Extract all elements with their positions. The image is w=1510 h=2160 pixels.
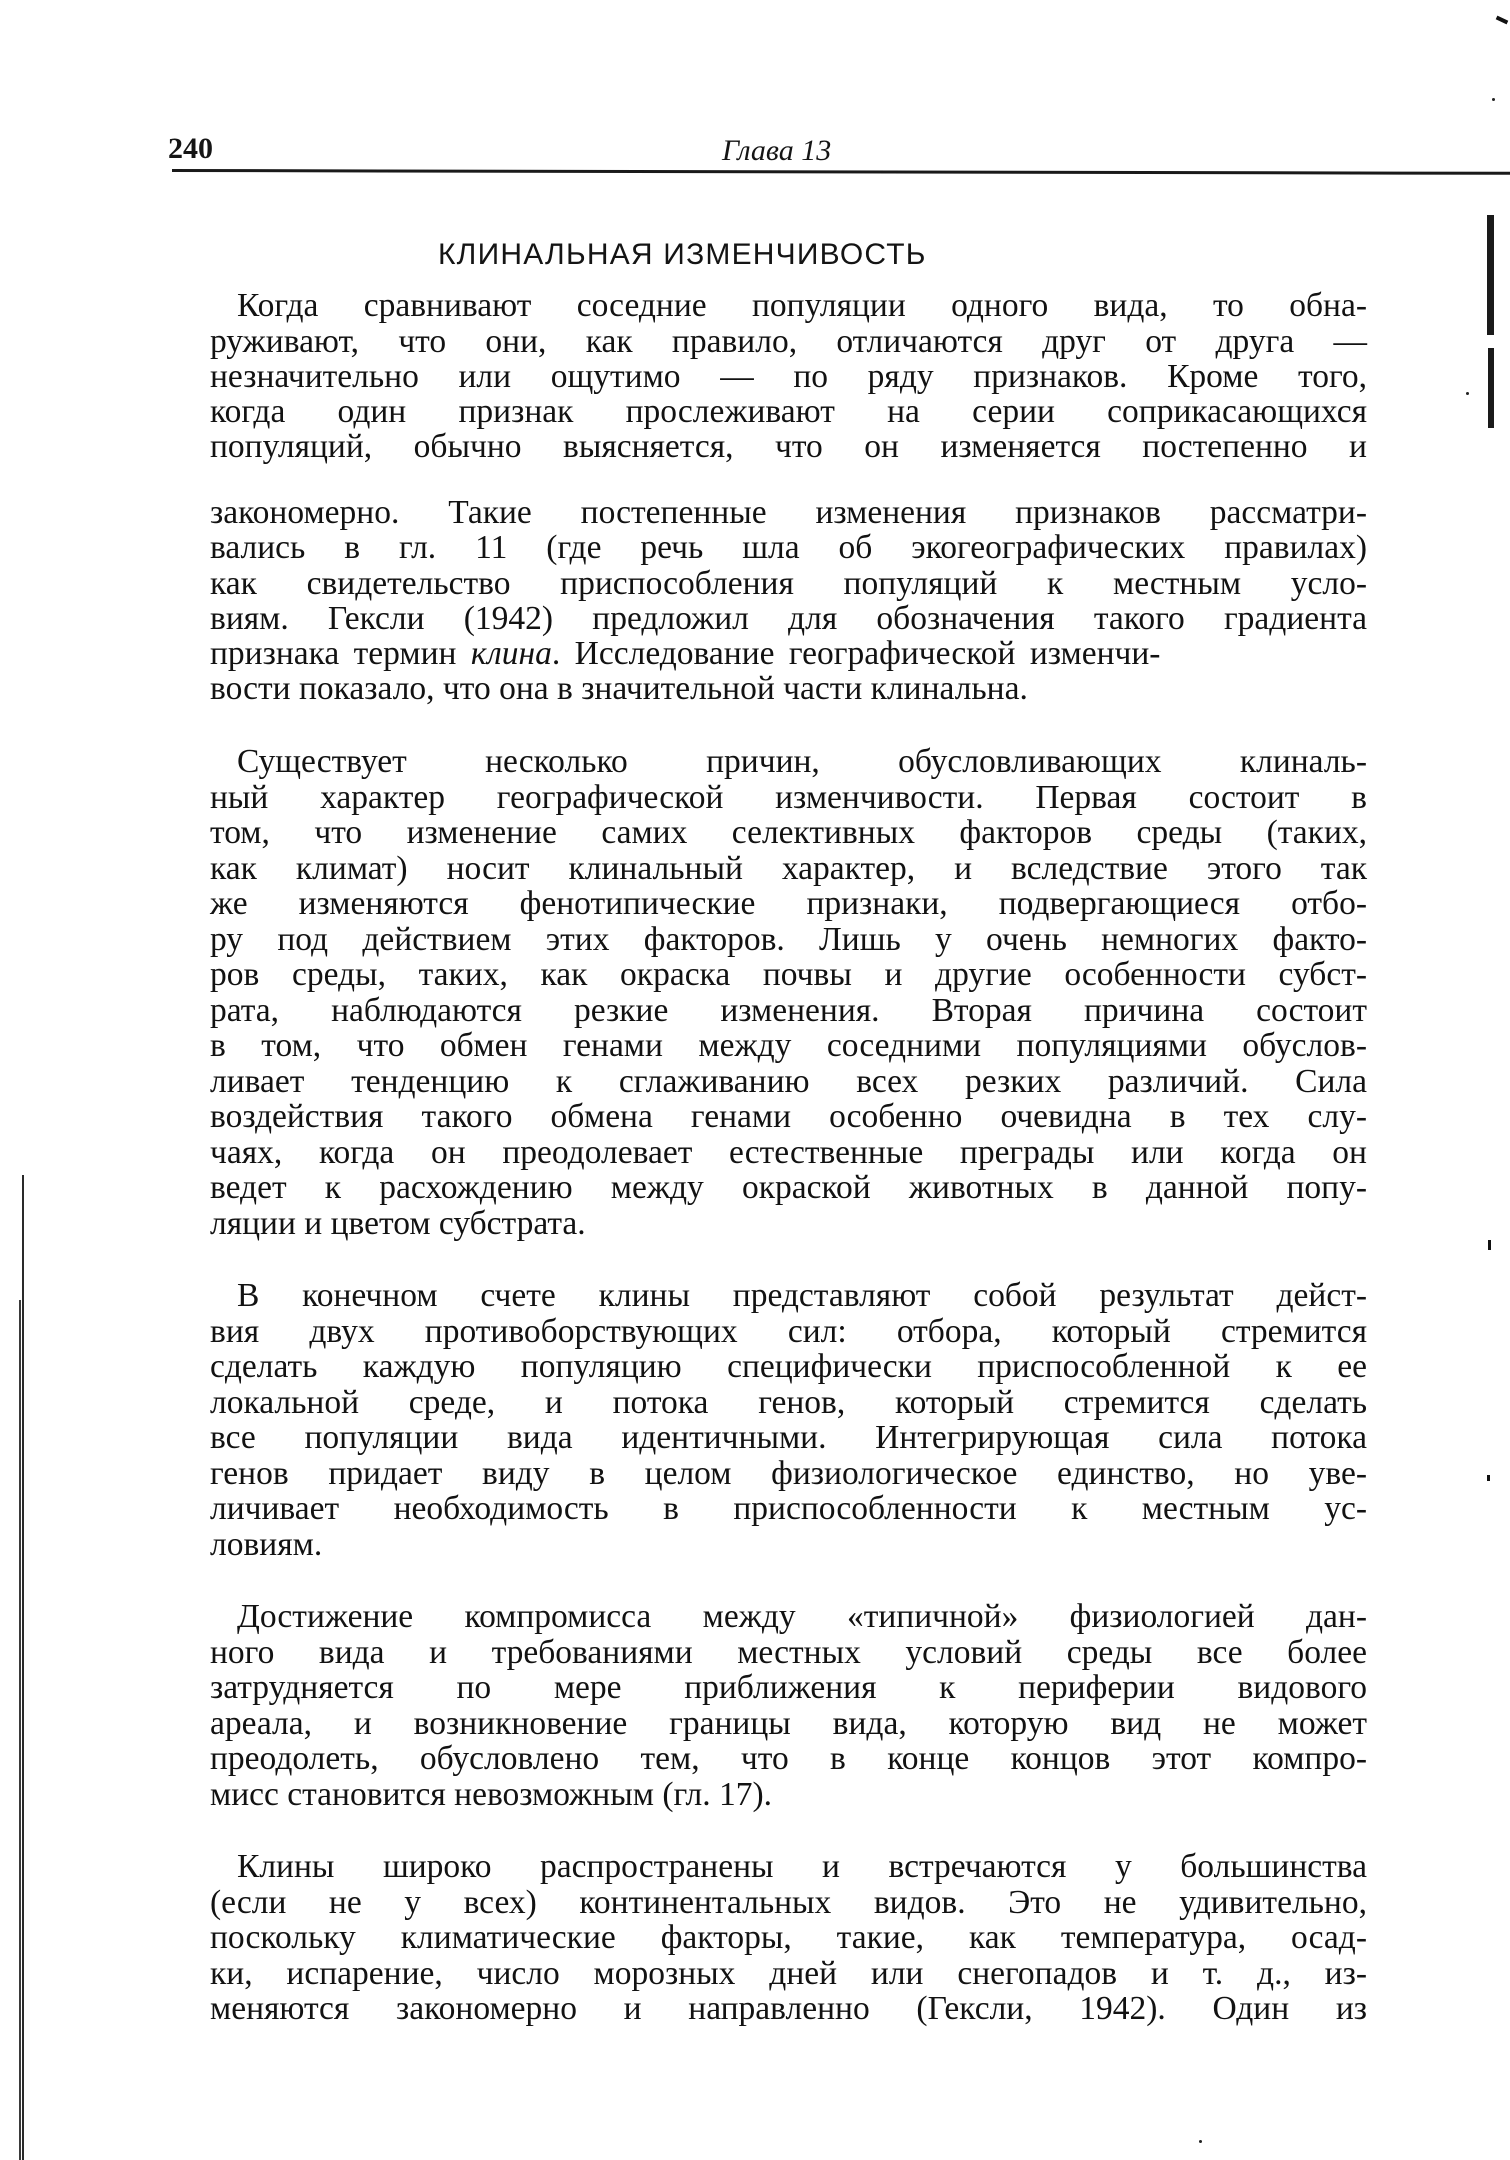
running-head: Глава 13 — [722, 134, 832, 167]
text-line: в том, что обмен генами между соседними популяциями обуслов- — [210, 1027, 1367, 1064]
scan-edge-mark — [1487, 1475, 1490, 1481]
scan-left-rule — [19, 1300, 21, 2160]
text-line: чаях, когда он преодолевает естественные преграды или когда он — [210, 1134, 1367, 1171]
text-line: Существует несколько причин, обусловливающих клиналь- — [237, 743, 1367, 780]
scan-speck — [1492, 98, 1495, 101]
text-line: ки, испарение, число морозных дней или снегопадов и т. д., из- — [210, 1955, 1367, 1992]
text-line: затрудняется по мере приближения к периферии видового — [210, 1669, 1367, 1706]
text-line: ров среды, таких, как окраска почвы и другие особенности субст- — [210, 956, 1367, 993]
text-line: (если не у всех) континентальных видов. Это не удивительно, — [210, 1884, 1367, 1921]
text-line: все популяции вида идентичными. Интегрирующая сила потока — [210, 1419, 1367, 1456]
text-line: вия двух противоборствующих сил: отбора, который стремится — [210, 1313, 1367, 1350]
text-line: ного вида и требованиями местных условий среды все более — [210, 1634, 1367, 1671]
text-line: признака термин клина. Исследование географической изменчи- — [210, 635, 1161, 672]
text-line: как свидетельство приспособления популяций к местным усло- — [210, 565, 1367, 602]
text-line: том, что изменение самих селективных факторов среды (таких, — [210, 814, 1367, 851]
term-klina: клина — [470, 635, 552, 672]
text-line: генов придает виду в целом физиологическое единство, но уве- — [210, 1455, 1367, 1492]
header-rule — [172, 169, 1510, 175]
scan-edge-mark — [1488, 1240, 1491, 1250]
text-line: закономерно. Такие постепенные изменения признаков рассматри- — [210, 494, 1367, 531]
text-line: ру под действием этих факторов. Лишь у очень немногих факто- — [210, 921, 1367, 958]
text-line: ведет к расхождению между окраской животных в данной попу- — [210, 1169, 1367, 1206]
text-line: ляции и цветом субстрата. — [210, 1205, 586, 1242]
text-line: ный характер географической изменчивости. Первая состоит в — [210, 779, 1367, 816]
scan-edge-mark — [1487, 215, 1494, 335]
text-line: виям. Гексли (1942) предложил для обозначения такого градиента — [210, 600, 1367, 637]
text-line: сделать каждую популяцию специфически приспособленной к ее — [210, 1348, 1367, 1385]
text-line: Достижение компромисса между «типичной» физиологией дан- — [237, 1598, 1367, 1635]
text-line: незначительно или ощутимо — по ряду признаков. Кроме того, — [210, 358, 1367, 395]
text-line: вались в гл. 11 (где речь шла об экогеографических правилах) — [210, 529, 1367, 566]
text-line: локальной среде, и потока генов, который стремится сделать — [210, 1384, 1367, 1421]
text-line: руживают, что они, как правило, отличаются друг от друга — — [210, 323, 1367, 360]
text-line: вости показало, что она в значительной части клинальна. — [210, 670, 1028, 707]
scan-edge-mark — [1488, 348, 1494, 428]
text-line: преодолеть, обусловлено тем, что в конце концов этот компро- — [210, 1740, 1367, 1777]
text-line: как климат) носит клинальный характер, и вследствие этого так — [210, 850, 1367, 887]
text-line: воздействия такого обмена генами особенно очевидна в тех слу- — [210, 1098, 1367, 1135]
text-line: Клины широко распространены и встречаются у большинства — [237, 1848, 1367, 1885]
text-line: личивает необходимость в приспособленности к местным ус- — [210, 1490, 1367, 1527]
text-line: ареала, и возникновение границы вида, которую вид не может — [210, 1705, 1367, 1742]
scan-speck — [1466, 392, 1469, 395]
text-line: ловиям. — [210, 1526, 323, 1563]
text-line: популяций, обычно выясняется, что он изменяется постепенно и — [210, 428, 1367, 465]
text-line: ливает тенденцию к сглаживанию всех резких различий. Сила — [210, 1063, 1367, 1100]
text-line: же изменяются фенотипические признаки, подвергающиеся отбо- — [210, 885, 1367, 922]
scan-left-rule — [22, 1175, 24, 2160]
text-line: мисс становится невозможным (гл. 17). — [210, 1776, 773, 1813]
scan-speck — [1199, 2140, 1202, 2143]
text-line: когда один признак прослеживают на серии соприкасающихся — [210, 393, 1367, 430]
section-title: КЛИНАЛЬНАЯ ИЗМЕНЧИВОСТЬ — [438, 238, 927, 271]
text-line: рата, наблюдаются резкие изменения. Вторая причина состоит — [210, 992, 1367, 1029]
text-line: меняются закономерно и направленно (Гексли, 1942). Один из — [210, 1990, 1367, 2027]
text-line: Когда сравнивают соседние популяции одного вида, то обна- — [237, 287, 1367, 324]
text-line: поскольку климатические факторы, такие, как температура, осад- — [210, 1919, 1367, 1956]
scan-edge-mark — [1496, 16, 1509, 25]
text-line: В конечном счете клины представляют собой результат дейст- — [237, 1277, 1367, 1314]
page-number: 240 — [168, 132, 213, 165]
